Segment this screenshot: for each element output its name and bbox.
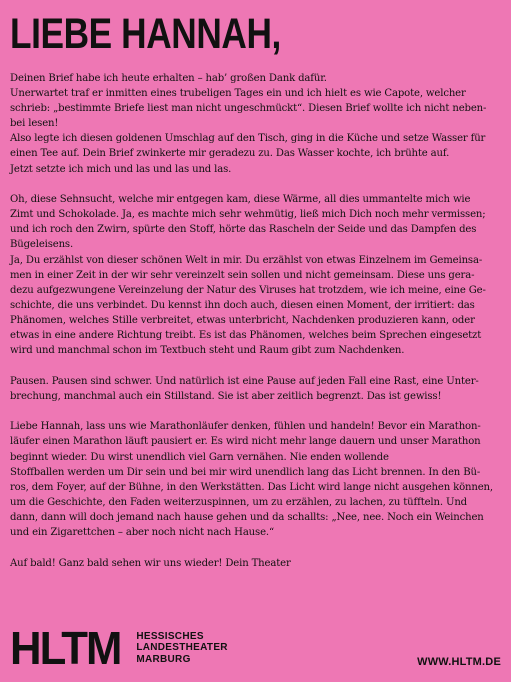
letter-line: schichte, die uns verbindet. Du kennst ihn doch auch, diesen einen Moment, der irritiert: das [10,299,475,311]
letter-line: Phänomen, welches Stille verbreitet, etwas unterbricht, Nachdenken produzieren kann, oder [10,314,475,326]
theater-logo [10,622,228,674]
theater-name [136,631,228,666]
letter-line: Ja, Du erzählst von dieser schönen Welt in mir. Du erzählst von etwas Einzelnem im Gemeinsa- [10,254,483,266]
letter-line: brechung, manchmal auch ein Stillstand. Sie ist aber zeitlich begrenzt. Das ist gewiss! [10,390,442,402]
theater-name-line: LANDESTHEATER [136,642,228,654]
letter-line: und ein Zigarettchen – aber noch nicht nach Hause.“ [10,527,274,539]
letter-line: etwas in eine andere Richtung treibt. Es ist das Phänomen, welches beim Sprechen eingesetzt [10,330,482,341]
letter-line: men in einer Zeit in der wir sehr vereinzelt sein sollen und nicht gemeinsam. Diese uns gera- [10,269,475,281]
letter-line: Pausen. Pausen sind schwer. Und natürlich ist eine Pause auf jeden Fall eine Rast, eine Unter- [10,375,479,387]
logo-mark: HLTM [10,622,121,674]
letter-line: Deinen Brief habe ich heute erhalten – hab’ großen Dank dafür. [10,73,327,84]
letter-line: Liebe Hannah, lass uns wie Marathonläufer denken, fühlen und handeln! Bevor ein Marathon- [10,421,481,433]
paragraph-gap [10,358,502,374]
letter-line: wird und manchmal schon im Textbuch steht und Raum gibt zum Nachdenken. [10,345,405,357]
letter-line: Auf bald! Ganz bald sehen wir uns wieder! Dein Theater [10,557,291,569]
paragraph-gap [10,177,502,193]
letter-line: bei lesen! [10,118,59,130]
letter-line: Zimt und Schokolade. Ja, es machte mich sehr wehmütig, ließ mich Dich noch mehr vermissen; [10,209,486,221]
letter-line: ros, dem Foyer, auf der Bühne, in den Werkstätten. Das Licht wird lange nicht ausgehen können, [10,481,493,493]
letter-line: Stoffballen werden um Dir sein und bei mir wird unendlich lang das Licht brennen. In den Bü- [10,466,481,478]
letter-line: Oh, diese Sehnsucht, welche mir entgegen kam, diese Wärme, all dies ummantelte mich wie [10,194,471,206]
letter-line: Bügeleisens. [10,239,74,251]
theater-name-line: HESSISCHES [136,630,204,642]
letter-line: läufer einen Marathon läuft pausiert er. Es wird nicht mehr lange dauern und unser Marathon [10,436,481,448]
letter-body [10,71,502,571]
letter-line: Unerwartet traf er inmitten eines trubeligen Tages ein und ich hielt es wie Capote, welcher [10,88,466,100]
letter-line: schrieb: „bestimmte Briefe liest man nicht ungeschmückt“. Diesen Brief wollte ich nicht neben- [10,103,487,115]
letter-title: LIEBE HANNAH, [10,10,281,58]
letter-line: und ich roch den Zwirn, spürte den Stoff, hörte das Rascheln der Seide und das Dampfen des [10,224,477,236]
website-url: WWW.HLTM.DE [417,656,501,668]
letter-line: Also legte ich diesen goldenen Umschlag auf den Tisch, ging in die Küche und setze Wasser für [10,133,486,145]
letter-line: dezu aufgezwungene Vereinzelung der Natur des Viruses hat trotzdem, wie ich meine, eine Ge- [10,284,486,296]
theater-name-line: MARBURG [136,653,191,665]
letter-line: einen Tee auf. Dein Brief zwinkerte mir geradezu zu. Das Wasser kochte, ich brühte auf. [10,148,450,160]
paragraph-gap [10,540,502,556]
letter-line: dann, dann will doch jemand nach hause gehen und da schallts: „Nee, nee. Noch ein Weinchen [10,511,484,523]
paragraph-gap [10,404,502,420]
letter-line: beginnt wieder. Du wirst unendlich viel Garn vernähen. Nie enden wollende [10,451,389,463]
letter-line: Jetzt setzte ich mich und las und las und las. [10,163,232,175]
letter-line: um die Geschichte, den Faden weiterzuspinnen, um zu erzählen, zu lachen, zu tüffteln. Und [10,496,467,508]
